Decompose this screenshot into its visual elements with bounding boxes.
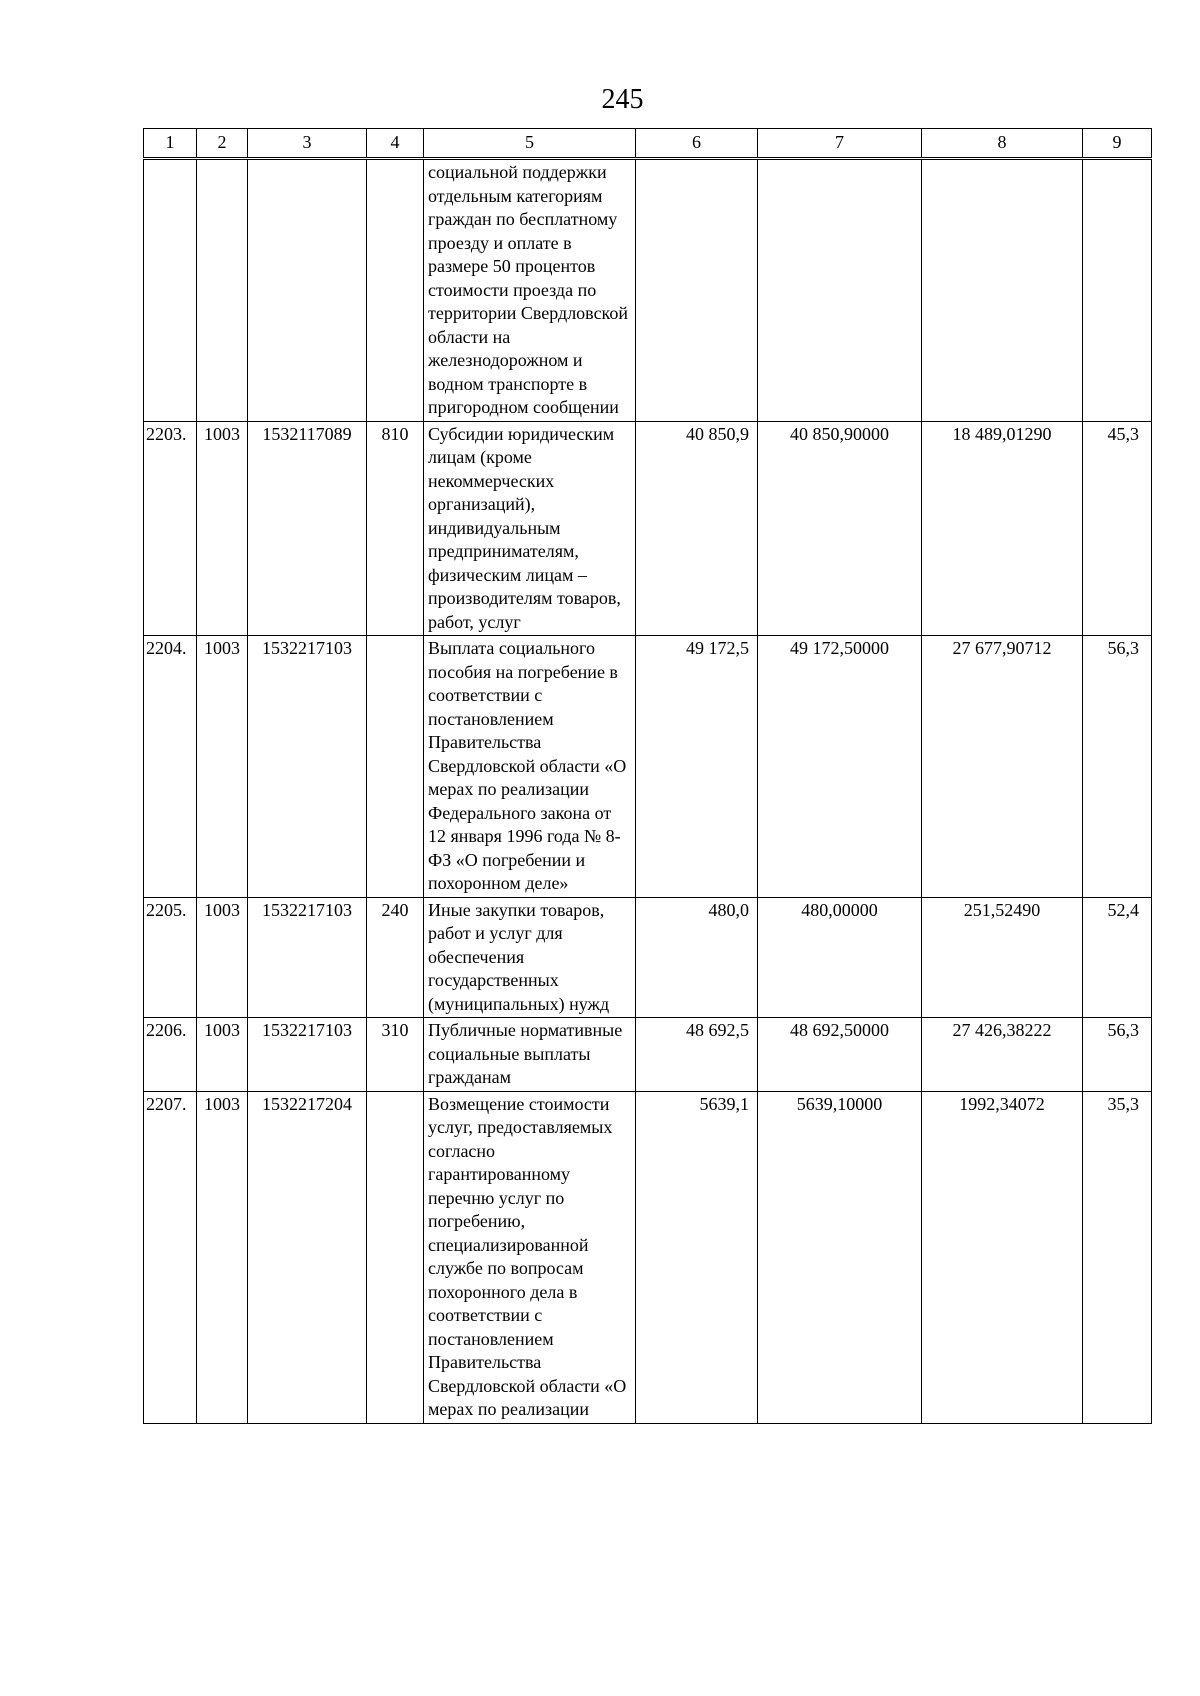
plan-amount: 40 850,9	[636, 421, 758, 636]
expense-type-code	[367, 636, 424, 898]
refined-amount: 40 850,90000	[758, 421, 922, 636]
header-col-6: 6	[636, 129, 758, 159]
header-col-5: 5	[424, 129, 636, 159]
refined-amount: 49 172,50000	[758, 636, 922, 898]
target-code: 1532117089	[248, 421, 367, 636]
executed-amount: 27 426,38222	[922, 1018, 1083, 1092]
target-code: 1532217103	[248, 1018, 367, 1092]
plan-amount: 5639,1	[636, 1091, 758, 1423]
plan-amount: 480,0	[636, 897, 758, 1018]
executed-amount	[922, 159, 1083, 422]
target-code: 1532217204	[248, 1091, 367, 1423]
header-col-2: 2	[197, 129, 248, 159]
row-number: 2203.	[144, 421, 197, 636]
table-row	[144, 1018, 1152, 1092]
table-row	[144, 636, 1152, 898]
expense-type-code: 310	[367, 1018, 424, 1092]
refined-amount: 48 692,50000	[758, 1018, 922, 1092]
description: Выплата социального пособия на погребение в соответствии с постановлением Правительства Свердловской области «О мерах по реализации Федерального закона от 12 января 1996 года № 8-ФЗ «О погребении и похоронном деле»	[424, 636, 636, 898]
target-code: 1532217103	[248, 636, 367, 898]
description: социальной поддержки отдельным категориям граждан по бесплатному проезду и оплате в размере 50 процентов стоимости проезда по территории Свердловской области на железнодорожном и водном транспорте в пригородном сообщении	[424, 159, 636, 422]
expense-type-code	[367, 159, 424, 422]
executed-amount: 18 489,01290	[922, 421, 1083, 636]
row-number: 2205.	[144, 897, 197, 1018]
percent-executed: 52,4	[1083, 897, 1152, 1018]
target-code: 1532217103	[248, 897, 367, 1018]
target-code	[248, 159, 367, 422]
section-code: 1003	[197, 1091, 248, 1423]
header-col-9: 9	[1083, 129, 1152, 159]
expense-type-code	[367, 1091, 424, 1423]
expense-type-code: 240	[367, 897, 424, 1018]
refined-amount: 5639,10000	[758, 1091, 922, 1423]
table-header	[144, 129, 1152, 159]
executed-amount: 251,52490	[922, 897, 1083, 1018]
description: Иные закупки товаров, работ и услуг для обеспечения государственных (муниципальных) нужд	[424, 897, 636, 1018]
row-number: 2207.	[144, 1091, 197, 1423]
table-row	[144, 421, 1152, 636]
percent-executed: 56,3	[1083, 1018, 1152, 1092]
header-col-7: 7	[758, 129, 922, 159]
percent-executed: 35,3	[1083, 1091, 1152, 1423]
expense-type-code: 810	[367, 421, 424, 636]
percent-executed: 45,3	[1083, 421, 1152, 636]
section-code: 1003	[197, 636, 248, 898]
header-row	[144, 129, 1152, 159]
percent-executed: 56,3	[1083, 636, 1152, 898]
section-code: 1003	[197, 897, 248, 1018]
executed-amount: 27 677,90712	[922, 636, 1083, 898]
page-number: 245	[601, 84, 644, 115]
refined-amount: 480,00000	[758, 897, 922, 1018]
refined-amount	[758, 159, 922, 422]
row-number: 2206.	[144, 1018, 197, 1092]
budget-table	[143, 128, 1152, 1424]
plan-amount: 49 172,5	[636, 636, 758, 898]
description: Публичные нормативные социальные выплаты гражданам	[424, 1018, 636, 1092]
plan-amount: 48 692,5	[636, 1018, 758, 1092]
table-row	[144, 1091, 1152, 1423]
plan-amount	[636, 159, 758, 422]
row-number: 2204.	[144, 636, 197, 898]
table-row	[144, 159, 1152, 422]
description: Возмещение стоимости услуг, предоставляемых согласно гарантированному перечню услуг по погребению, специализированной службе по вопросам похоронного дела в соответствии с постановлением Правительства Свердловской области «О мерах по реализации	[424, 1091, 636, 1423]
header-col-1: 1	[144, 129, 197, 159]
header-col-4: 4	[367, 129, 424, 159]
section-code: 1003	[197, 421, 248, 636]
percent-executed	[1083, 159, 1152, 422]
description: Субсидии юридическим лицам (кроме некоммерческих организаций), индивидуальным предпринимателям, физическим лицам – производителям товаров, работ, услуг	[424, 421, 636, 636]
header-col-8: 8	[922, 129, 1083, 159]
executed-amount: 1992,34072	[922, 1091, 1083, 1423]
section-code	[197, 159, 248, 422]
section-code: 1003	[197, 1018, 248, 1092]
header-col-3: 3	[248, 129, 367, 159]
row-number	[144, 159, 197, 422]
table-row	[144, 897, 1152, 1018]
